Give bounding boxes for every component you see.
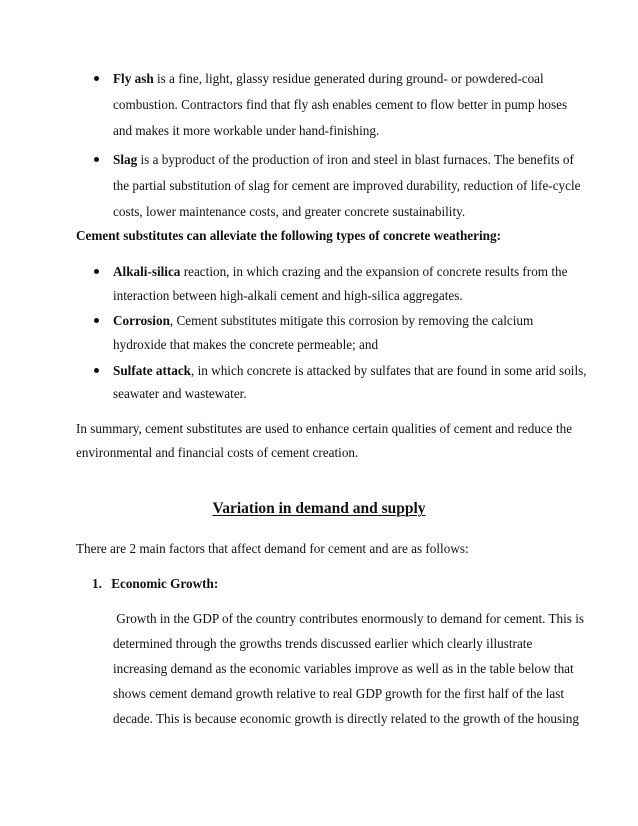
slag-text: is a byproduct of the production of iron and steel in blast furnaces. The benefits of bbox=[137, 152, 574, 167]
fly-ash-term: Fly ash bbox=[113, 71, 154, 86]
bullet-dot bbox=[94, 76, 99, 81]
weathering-intro bbox=[76, 228, 501, 244]
sulfate-term: Sulfate attack bbox=[113, 363, 192, 378]
slag-line-1 bbox=[113, 152, 574, 168]
sulfate-line-2: seawater and wastewater. bbox=[113, 386, 247, 401]
alkali-line-1 bbox=[113, 264, 567, 280]
alkali-term: Alkali-silica bbox=[113, 264, 181, 279]
factor-1-line-4: shows cement demand growth relative to real GDP growth for the first half of the last bbox=[113, 686, 565, 701]
factor-1-line-1: Growth in the GDP of the country contributes enormously to demand for cement. This is bbox=[113, 611, 585, 626]
slag-term: Slag bbox=[113, 152, 138, 167]
bullet-dot bbox=[94, 269, 99, 274]
corrosion-line-2: hydroxide that makes the concrete permeable; and bbox=[113, 337, 379, 352]
weathering-intro-text: Cement substitutes can alleviate the following types of concrete weathering: bbox=[76, 228, 501, 243]
summary-line-1: In summary, cement substitutes are used to enhance certain qualities of cement and reduce the bbox=[76, 421, 573, 436]
fly-ash-line-3: and makes it more workable under hand-finishing. bbox=[113, 123, 380, 138]
fly-ash-line-2: combustion. Contractors find that fly ash enables cement to flow better in pump hoses bbox=[113, 97, 568, 112]
factor-1-line-3: increasing demand as the economic variables improve as well as in the table below that bbox=[113, 661, 574, 676]
slag-line-3: costs, lower maintenance costs, and greater concrete sustainability. bbox=[113, 204, 466, 219]
bullet-dot bbox=[94, 157, 99, 162]
alkali-line-2: interaction between high-alkali cement and high-silica aggregates. bbox=[113, 288, 463, 303]
fly-ash-line-1 bbox=[113, 71, 544, 87]
bullet-dot bbox=[94, 368, 99, 373]
sulfate-text: , in which concrete is attacked by sulfates that are found in some arid soils, bbox=[191, 363, 587, 378]
corrosion-line-1 bbox=[113, 313, 533, 329]
alkali-text: reaction, in which crazing and the expansion of concrete results from the bbox=[180, 264, 568, 279]
bullet-dot bbox=[94, 318, 99, 323]
corrosion-term: Corrosion bbox=[113, 313, 170, 328]
fly-ash-text: is a fine, light, glassy residue generated during ground- or powdered-coal bbox=[153, 71, 544, 86]
factor-1-heading bbox=[92, 576, 218, 592]
factors-intro: There are 2 main factors that affect demand for cement and are as follows: bbox=[76, 541, 469, 556]
factor-1-line-5: decade. This is because economic growth is directly related to the growth of the housing bbox=[113, 711, 579, 726]
corrosion-text: , Cement substitutes mitigate this corrosion by removing the calcium bbox=[169, 313, 534, 328]
section-heading: Variation in demand and supply bbox=[212, 500, 426, 517]
factor-1-number: 1. bbox=[92, 576, 102, 591]
factor-1-line-2: determined through the growths trends discussed earlier which clearly illustrate bbox=[113, 636, 533, 651]
factor-1-title: Economic Growth: bbox=[111, 576, 219, 591]
slag-line-2: the partial substitution of slag for cement are improved durability, reduction of life-cycle bbox=[113, 178, 581, 193]
summary-line-2: environmental and financial costs of cement creation. bbox=[76, 445, 359, 460]
sulfate-line-1 bbox=[113, 363, 587, 379]
